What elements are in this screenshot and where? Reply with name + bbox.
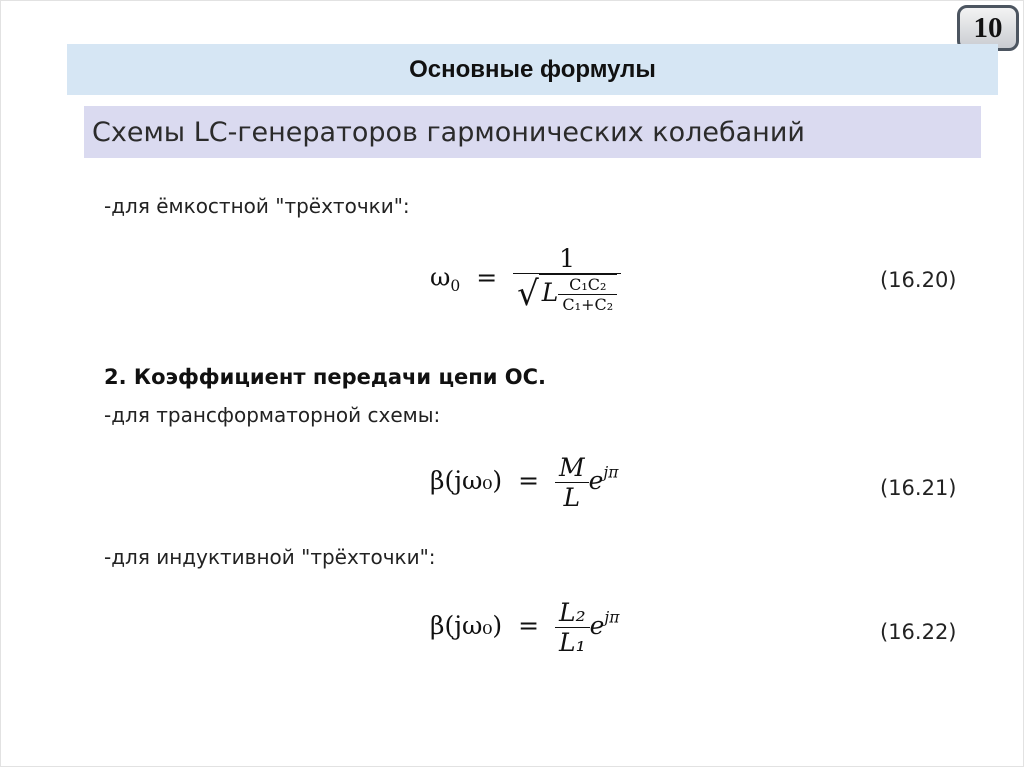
slide-title: Основные формулы (67, 44, 998, 95)
slide-subtitle: Схемы LC-генераторов гармонических колебаний (84, 106, 981, 158)
inductive-label: -для индуктивной "трёхточки": (104, 545, 436, 569)
equation-16-21: β(jω₀) = $\frac{M}{L}$ $e^{j\pi}$ (430, 453, 619, 512)
page-number-badge: 10 (957, 5, 1019, 51)
equation-number-16-21: (16.21) (880, 476, 957, 500)
equation-16-20: $\omega_0$ = 1 √ L $\frac{\text{C₁C₂}}{\text{C₁+C₂}}$ (430, 244, 621, 314)
capacitive-label: -для ёмкостной "трёхточки": (104, 194, 410, 218)
equation-16-22: β(jω₀) = $\frac{\text{L₂}}{\text{L₁}}$ $e^{j\pi}$ (430, 598, 620, 657)
equation-number-16-20: (16.20) (880, 268, 957, 292)
equation-number-16-22: (16.22) (880, 620, 957, 644)
section-heading: 2. Коэффициент передачи цепи ОС. (104, 365, 547, 389)
transformer-label: -для трансформаторной схемы: (104, 403, 441, 427)
